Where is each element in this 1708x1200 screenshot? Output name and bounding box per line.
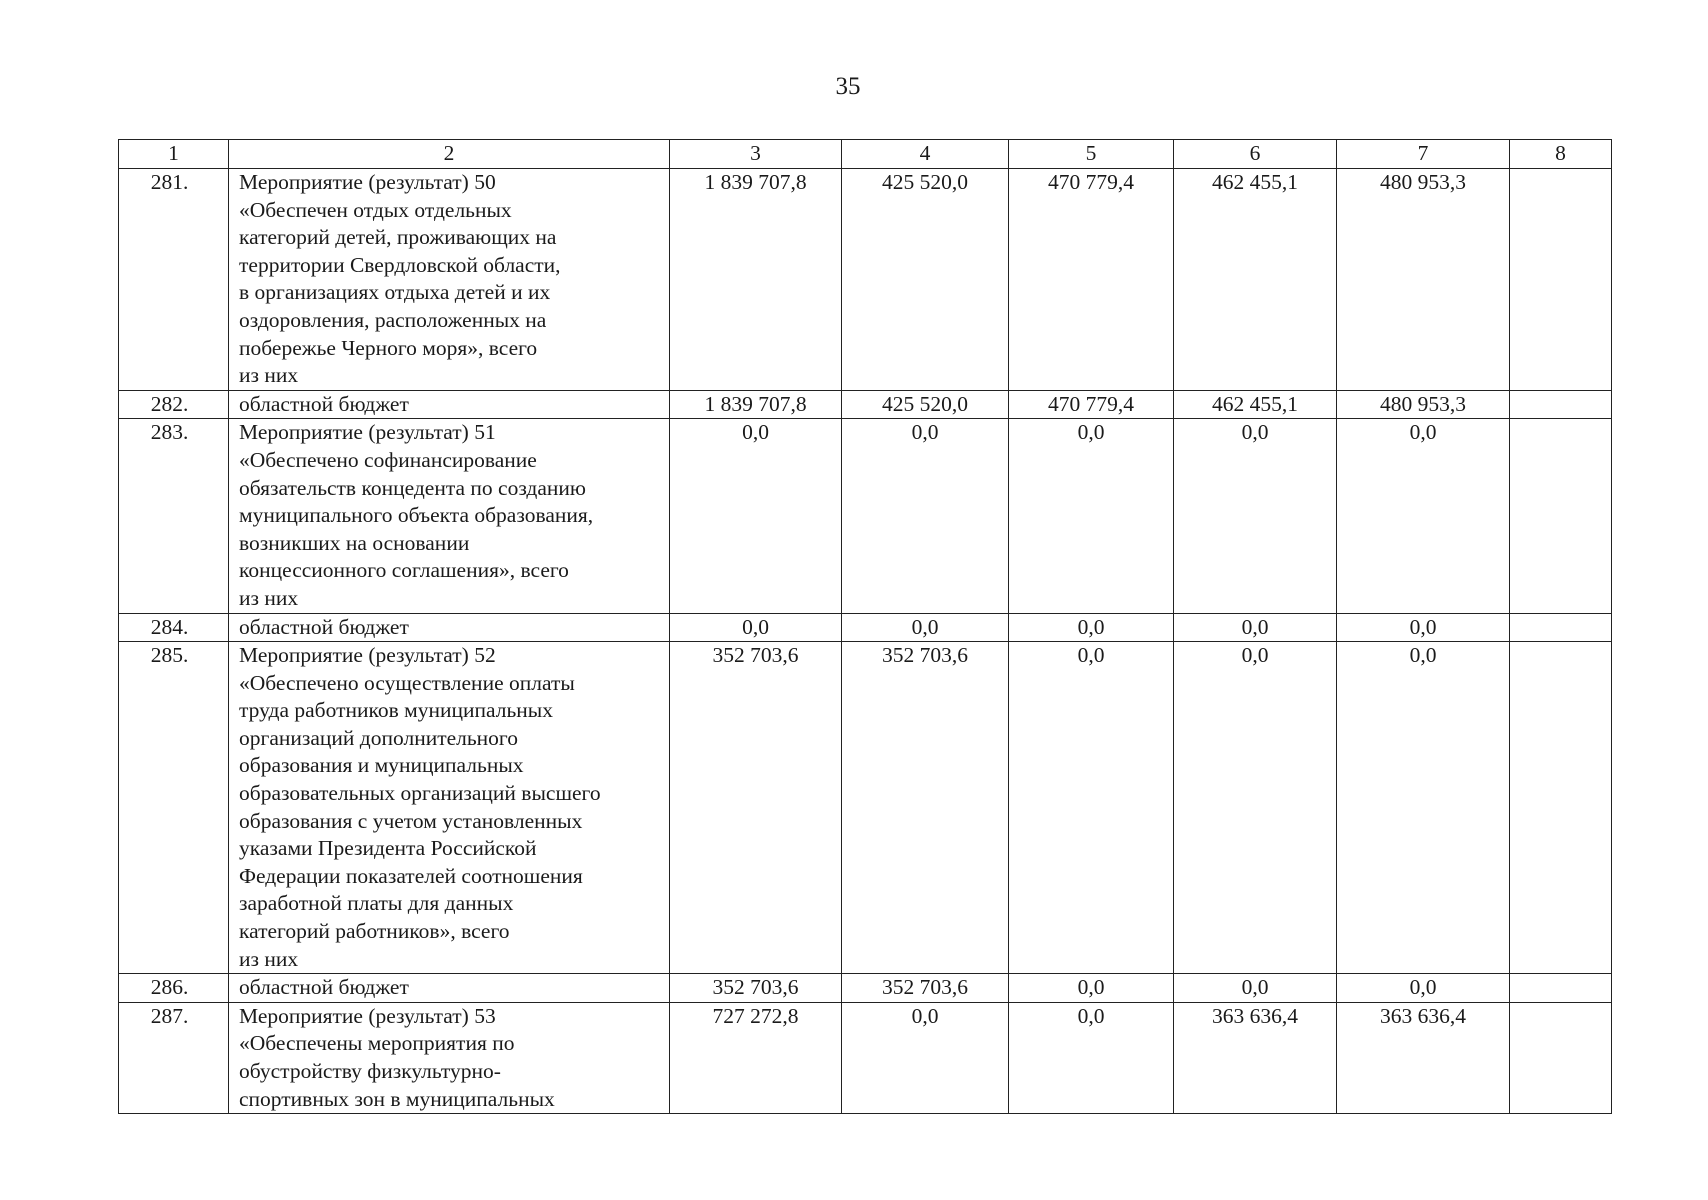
description-line: «Обеспечен отдых отдельных bbox=[239, 197, 512, 222]
budget-table bbox=[118, 139, 1612, 1114]
description-line: областной бюджет bbox=[239, 614, 409, 639]
description-line: Мероприятие (результат) 51 bbox=[239, 420, 496, 445]
amount-cell: 470 779,4 bbox=[1009, 390, 1174, 419]
row-number-cell: 285. bbox=[119, 642, 229, 974]
table-row bbox=[119, 1002, 1612, 1113]
amount-cell: 0,0 bbox=[1009, 1002, 1174, 1113]
description-line: из них bbox=[239, 946, 299, 971]
description-line: Мероприятие (результат) 52 bbox=[239, 643, 496, 668]
description-cell bbox=[229, 419, 670, 613]
column-8-cell bbox=[1510, 390, 1612, 419]
amount-cell: 352 703,6 bbox=[842, 642, 1009, 974]
description-line: труда работников муниципальных bbox=[239, 698, 553, 723]
amount-cell: 352 703,6 bbox=[842, 974, 1009, 1003]
description-cell bbox=[229, 974, 670, 1003]
table-row bbox=[119, 390, 1612, 419]
amount-cell: 0,0 bbox=[1009, 419, 1174, 613]
amount-cell: 0,0 bbox=[842, 613, 1009, 642]
description-line: Мероприятие (результат) 50 bbox=[239, 170, 496, 194]
description-line: муниципального объекта образования, bbox=[239, 503, 594, 528]
description-line: областной бюджет bbox=[239, 391, 409, 416]
header-cell: 3 bbox=[670, 140, 842, 169]
description-cell bbox=[229, 169, 670, 391]
amount-cell: 0,0 bbox=[1174, 419, 1337, 613]
row-number-cell: 284. bbox=[119, 613, 229, 642]
amount-cell: 0,0 bbox=[1337, 974, 1510, 1003]
header-cell: 5 bbox=[1009, 140, 1174, 169]
description-line: организаций дополнительного bbox=[239, 725, 518, 750]
amount-cell: 352 703,6 bbox=[670, 974, 842, 1003]
table-row bbox=[119, 613, 1612, 642]
row-number-cell: 281. bbox=[119, 169, 229, 391]
column-8-cell bbox=[1510, 1002, 1612, 1113]
description-line: заработной платы для данных bbox=[239, 891, 514, 916]
row-number-cell: 282. bbox=[119, 390, 229, 419]
description-line: категорий работников», всего bbox=[239, 919, 510, 944]
amount-cell: 0,0 bbox=[1009, 613, 1174, 642]
header-cell: 6 bbox=[1174, 140, 1337, 169]
table-row bbox=[119, 642, 1612, 974]
amount-cell: 1 839 707,8 bbox=[670, 169, 842, 391]
description-line: указами Президента Российской bbox=[239, 836, 537, 861]
row-number-cell: 283. bbox=[119, 419, 229, 613]
description-line: спортивных зон в муниципальных bbox=[239, 1086, 555, 1111]
description-cell bbox=[229, 1002, 670, 1113]
amount-cell: 0,0 bbox=[842, 419, 1009, 613]
amount-cell: 0,0 bbox=[1009, 974, 1174, 1003]
description-line: «Обеспечено осуществление оплаты bbox=[239, 670, 575, 695]
amount-cell: 462 455,1 bbox=[1174, 390, 1337, 419]
amount-cell: 363 636,4 bbox=[1337, 1002, 1510, 1113]
amount-cell: 0,0 bbox=[1337, 642, 1510, 974]
column-8-cell bbox=[1510, 613, 1612, 642]
description-line: оздоровления, расположенных на bbox=[239, 307, 547, 332]
table-row bbox=[119, 419, 1612, 613]
amount-cell: 480 953,3 bbox=[1337, 169, 1510, 391]
column-8-cell bbox=[1510, 419, 1612, 613]
header-cell: 4 bbox=[842, 140, 1009, 169]
description-line: обязательств концедента по созданию bbox=[239, 475, 586, 500]
description-cell bbox=[229, 642, 670, 974]
header-cell: 1 bbox=[119, 140, 229, 169]
amount-cell: 425 520,0 bbox=[842, 390, 1009, 419]
description-line: побережье Черного моря», всего bbox=[239, 335, 538, 360]
description-cell bbox=[229, 390, 670, 419]
column-8-cell bbox=[1510, 974, 1612, 1003]
amount-cell: 0,0 bbox=[1337, 613, 1510, 642]
column-8-cell bbox=[1510, 642, 1612, 974]
description-line: из них bbox=[239, 585, 299, 610]
header-cell: 7 bbox=[1337, 140, 1510, 169]
description-cell bbox=[229, 613, 670, 642]
header-cell: 2 bbox=[229, 140, 670, 169]
amount-cell: 0,0 bbox=[1009, 642, 1174, 974]
description-line: в организациях отдыха детей и их bbox=[239, 280, 551, 305]
description-line: возникших на основании bbox=[239, 530, 470, 555]
description-line: образования и муниципальных bbox=[239, 753, 524, 778]
description-line: «Обеспечены мероприятия по bbox=[239, 1031, 515, 1056]
table-row bbox=[119, 974, 1612, 1003]
header-cell: 8 bbox=[1510, 140, 1612, 169]
column-8-cell bbox=[1510, 169, 1612, 391]
amount-cell: 462 455,1 bbox=[1174, 169, 1337, 391]
amount-cell: 0,0 bbox=[842, 1002, 1009, 1113]
table-header-row bbox=[119, 140, 1612, 169]
amount-cell: 1 839 707,8 bbox=[670, 390, 842, 419]
amount-cell: 727 272,8 bbox=[670, 1002, 842, 1113]
description-line: образовательных организаций высшего bbox=[239, 781, 601, 806]
description-line: из них bbox=[239, 363, 299, 388]
amount-cell: 0,0 bbox=[1174, 974, 1337, 1003]
description-line: областной бюджет bbox=[239, 975, 409, 1000]
table-body bbox=[119, 140, 1612, 1114]
amount-cell: 425 520,0 bbox=[842, 169, 1009, 391]
amount-cell: 352 703,6 bbox=[670, 642, 842, 974]
amount-cell: 0,0 bbox=[670, 419, 842, 613]
description-line: Федерации показателей соотношения bbox=[239, 863, 583, 888]
description-line: концессионного соглашения», всего bbox=[239, 558, 569, 583]
amount-cell: 0,0 bbox=[1174, 642, 1337, 974]
amount-cell: 480 953,3 bbox=[1337, 390, 1510, 419]
description-line: Мероприятие (результат) 53 bbox=[239, 1003, 496, 1028]
description-line: образования с учетом установленных bbox=[239, 808, 583, 833]
amount-cell: 0,0 bbox=[1174, 613, 1337, 642]
amount-cell: 0,0 bbox=[670, 613, 842, 642]
description-line: обустройству физкультурно- bbox=[239, 1059, 501, 1083]
amount-cell: 363 636,4 bbox=[1174, 1002, 1337, 1113]
page-number: 35 bbox=[835, 73, 861, 100]
amount-cell: 470 779,4 bbox=[1009, 169, 1174, 391]
description-line: «Обеспечено софинансирование bbox=[239, 447, 537, 472]
description-line: категорий детей, проживающих на bbox=[239, 225, 557, 250]
row-number-cell: 286. bbox=[119, 974, 229, 1003]
amount-cell: 0,0 bbox=[1337, 419, 1510, 613]
row-number-cell: 287. bbox=[119, 1002, 229, 1113]
description-line: территории Свердловской области, bbox=[239, 252, 561, 277]
table-row bbox=[119, 169, 1612, 391]
